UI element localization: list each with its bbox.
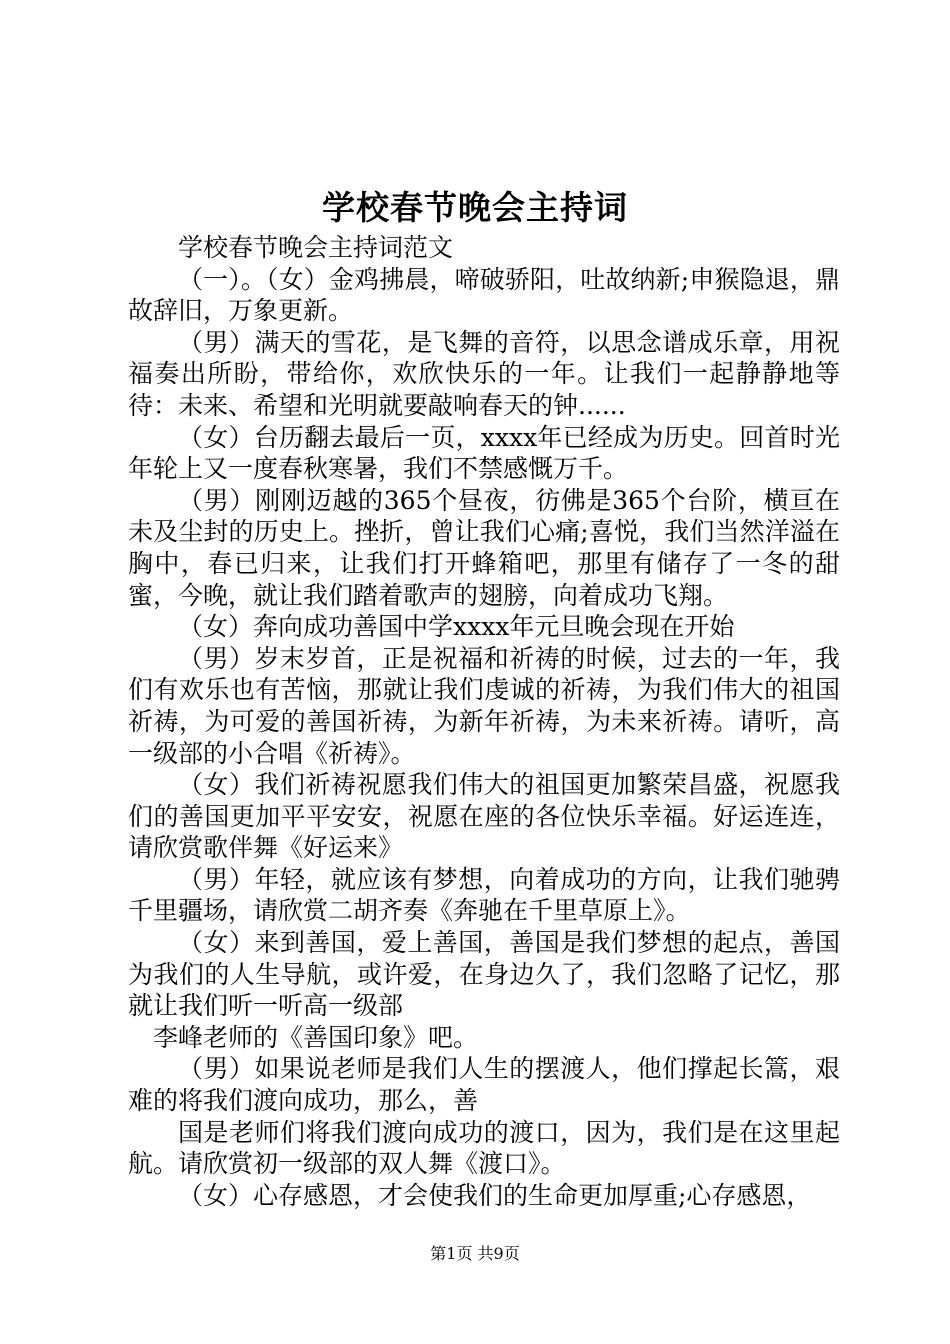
paragraph: （男）如果说老师是我们人生的摆渡人，他们撑起长篙，艰难的将我们渡向成功，那么，善 [128, 1054, 840, 1116]
document-body [128, 232, 840, 1211]
paragraph: （男）刚刚迈越的365个昼夜，彷佛是365个台阶，横亘在未及尘封的历史上。挫折，曾让我们心痛;喜悦，我们当然洋溢在胸中，春已归来，让我们打开蜂箱吧，那里有储存了一冬的甜蜜，今晚，就让我们踏着歌声的翅膀，向着成功飞翔。 [128, 485, 840, 610]
paragraph: （男）满天的雪花，是飞舞的音符，以思念谱成乐章，用祝福奏出所盼，带给你，欢欣快乐的一年。让我们一起静静地等待：未来、希望和光明就要敲响春天的钟...... [128, 327, 840, 420]
page-footer: 第1页 共9页 [430, 1244, 520, 1263]
paragraph: 李峰老师的《善国印象》吧。 [153, 1022, 479, 1052]
paragraph: （女）心存感恩，才会使我们的生命更加厚重;心存感恩， [178, 1180, 812, 1210]
document-title: 学校春节晚会主持词 [322, 188, 628, 227]
paragraph: （女）台历翻去最后一页，xxxx年已经成为历史。回首时光年轮上又一度春秋寒暑，我们不禁感慨万千。 [128, 422, 840, 484]
paragraph: （女）我们祈祷祝愿我们伟大的祖国更加繁荣昌盛，祝愿我们的善国更加平平安安，祝愿在座的各位快乐幸福。好运连连，请欣赏歌伴舞《好运来》 [128, 770, 840, 863]
document-subtitle: 学校春节晚会主持词范文 [178, 233, 454, 262]
paragraph: （男）岁末岁首，正是祝福和祈祷的时候，过去的一年，我们有欢乐也有苦恼，那就让我们虔诚的祈祷，为我们伟大的祖国祈祷，为可爱的善国祈祷，为新年祈祷，为未来祈祷。请听，高一级部的小合唱《祈祷》。 [128, 643, 840, 768]
paragraph: 国是老师们将我们渡向成功的渡口，因为，我们是在这里起航。请欣赏初一级部的双人舞《渡口》。 [128, 1117, 840, 1179]
paragraph: （男）年轻，就应该有梦想，向着成功的方向，让我们驰骋千里疆场，请欣赏二胡齐奏《奔驰在千里草原上》。 [128, 864, 840, 926]
paragraph: （女）来到善国，爱上善国，善国是我们梦想的起点，善国为我们的人生导航，或许爱，在身边久了，我们忽略了记忆，那就让我们听一听高一级部 [128, 928, 840, 1021]
paragraph: （一）。（女）金鸡拂晨，啼破骄阳，吐故纳新;申猴隐退，鼎故辞旧，万象更新。 [128, 264, 840, 326]
paragraph: （女）奔向成功善国中学xxxx年元旦晚会现在开始 [178, 612, 735, 642]
